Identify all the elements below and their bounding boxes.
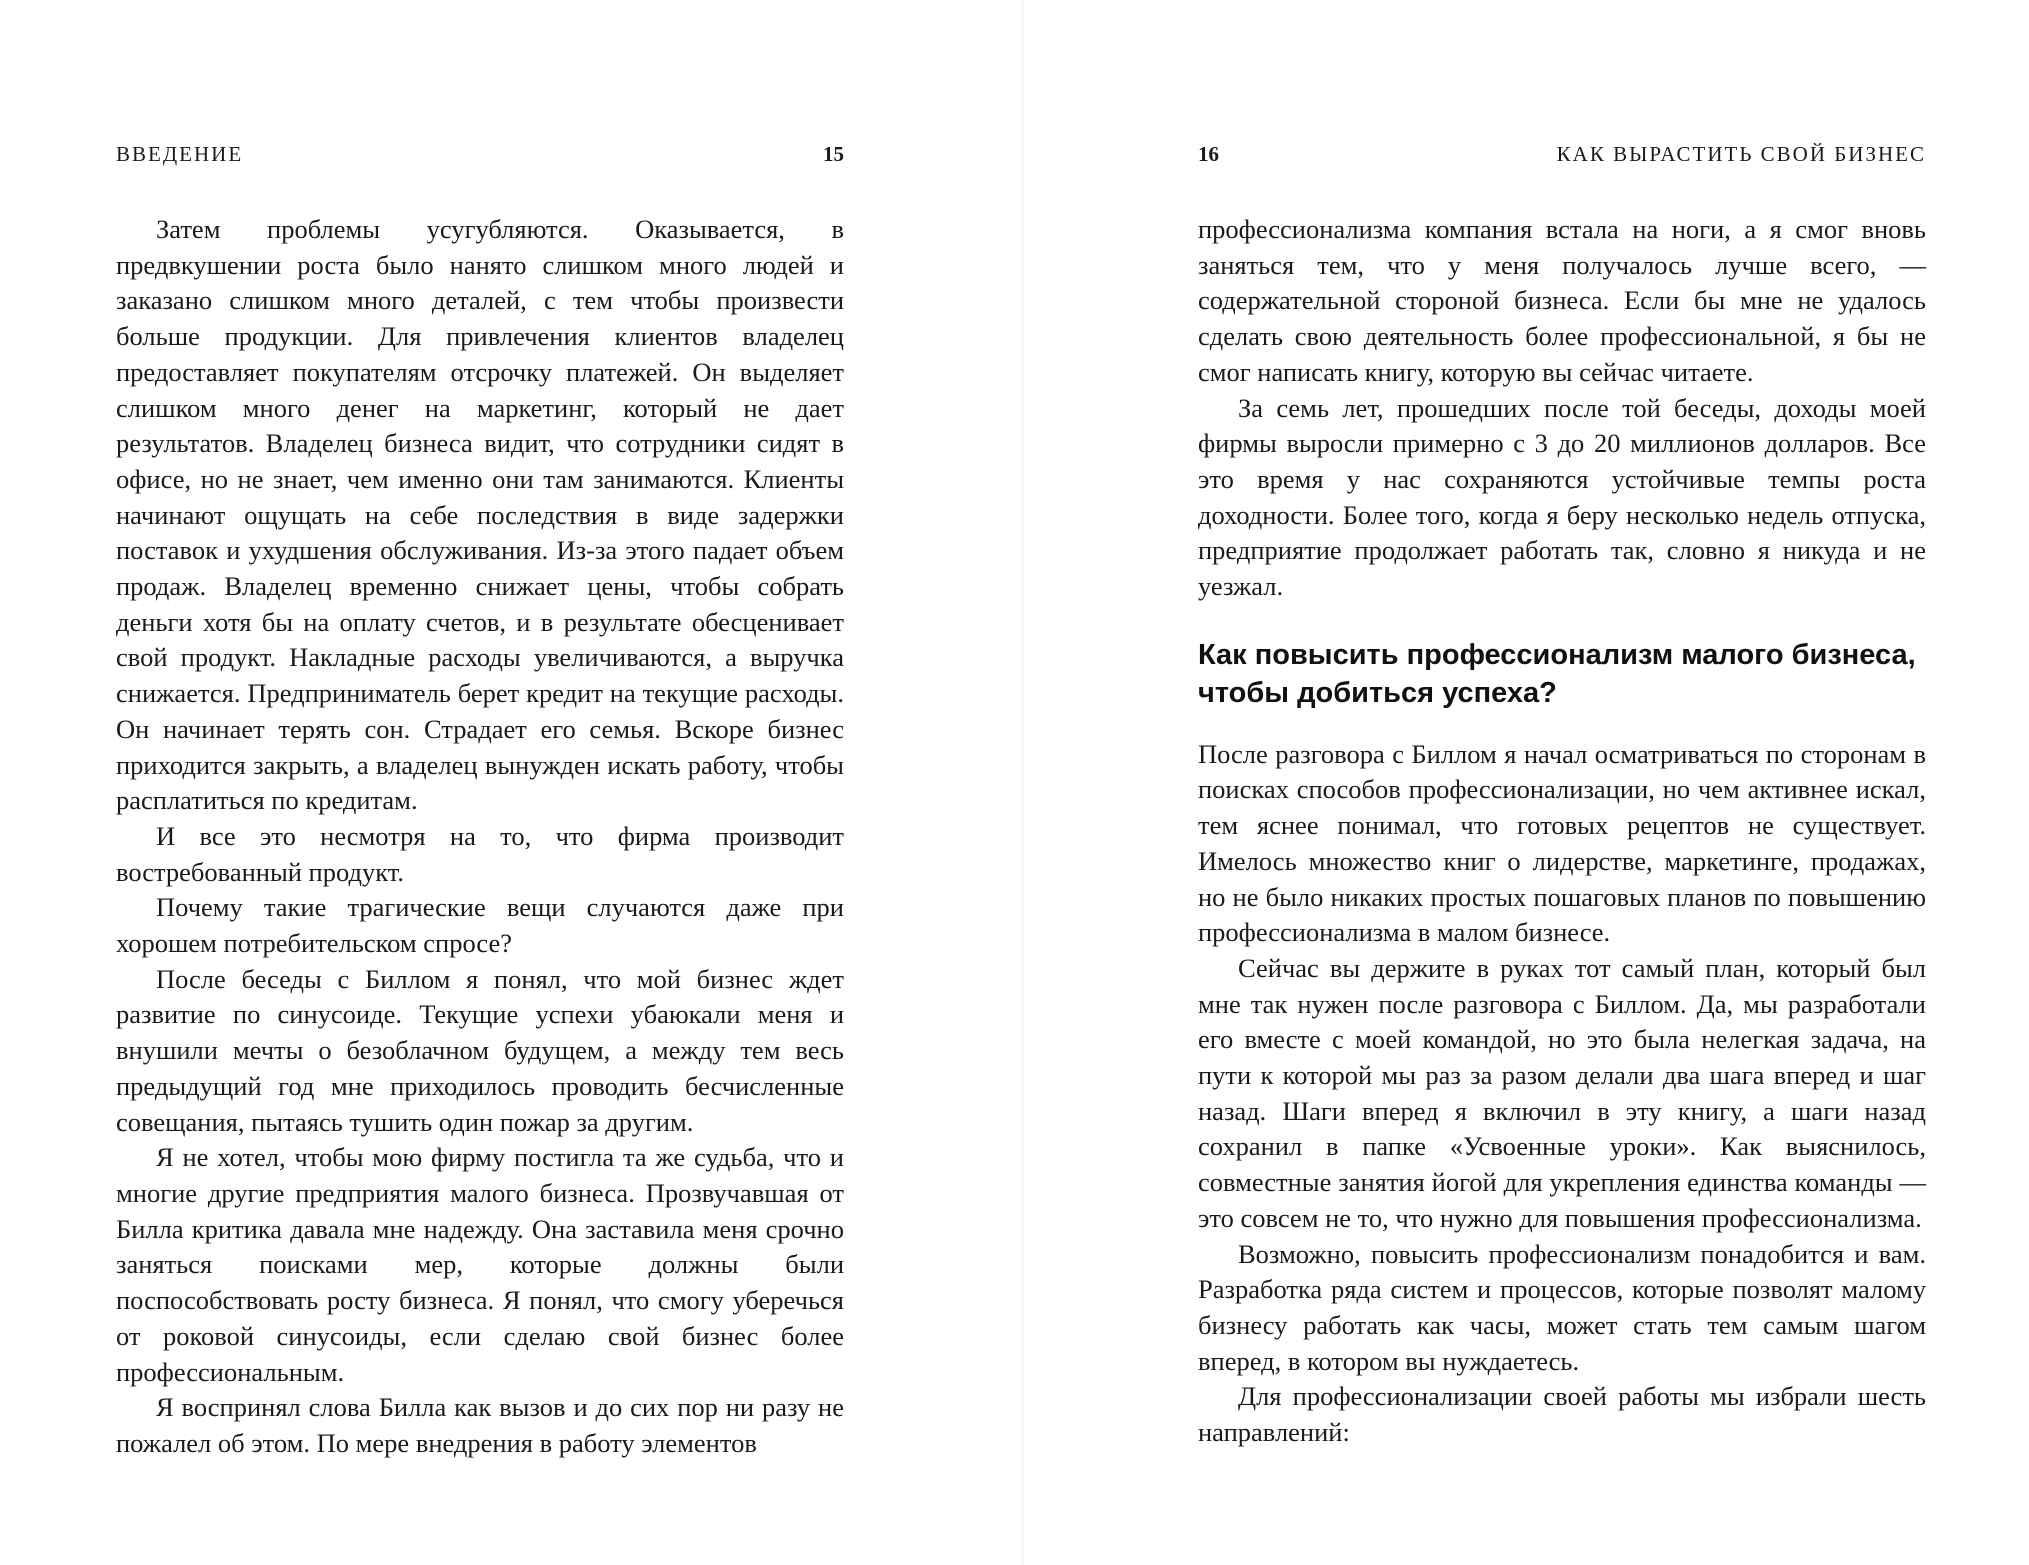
left-page-body — [116, 212, 844, 1462]
paragraph: Сейчас вы держите в руках тот самый план, который был мне так нужен после разговора с Биллом. Да, мы разработали его вместе с моей командой, но это была нелегкая задача, на пути к которой мы раз за разом делали два шага вперед и шаг назад. Шаги вперед я включил в эту книгу, а шаги назад сохранил в папке «Усвоенные уроки». Как выяснилось, совместные занятия йогой для укрепления единства команды — это совсем не то, что нужно для повышения профессионализма. — [1198, 952, 1926, 1233]
paragraph: И все это несмотря на то, что фирма производит востребованный продукт. — [116, 820, 844, 887]
paragraph: Затем проблемы усугубляются. Оказывается, в предвкушении роста было нанято слишком много людей и заказано слишком много деталей, с тем чтобы произвести больше продукции. Для привлечения клиентов владелец предоставляет покупателям отсрочку платежей. Он выделяет слишком много денег на маркетинг, который не дает результатов. Владелец бизнеса видит, что сотрудники сидят в офисе, но не знает, чем именно они там занимаются. Клиенты начинают ощущать на себе последствия в виде задержки поставок и ухудшения обслуживания. Из-за этого падает объем продаж. Владелец временно снижает цены, чтобы собрать деньги хотя бы на оплату счетов, и в результате обесценивает свой продукт. Накладные расходы увеличиваются, а выручка снижается. Предприниматель берет кредит на текущие расходы. Он начинает терять сон. Страдает его семья. Вскоре бизнес приходится закрыть, а владелец вынужден искать работу, чтобы расплатиться по кредитам. — [116, 214, 844, 816]
paragraph: После беседы с Биллом я понял, что мой бизнес ждет развитие по синусоиде. Текущие успехи убаюкали меня и внушили мечты о безоблачном будущем, а между тем весь предыдущий год мне приходилось проводить бесчисленные совещания, пытаясь тушить один пожар за другим. — [116, 963, 844, 1137]
paragraph: Я воспринял слова Билла как вызов и до сих пор ни разу не пожалел об этом. По мере внедрения в работу элементов — [116, 1392, 844, 1458]
right-running-head-title: КАК ВЫРАСТИТЬ СВОЙ БИЗНЕС — [1556, 142, 1926, 166]
left-page — [116, 0, 844, 1565]
right-running-header — [1198, 142, 1926, 172]
book-gutter — [1022, 0, 1024, 1565]
paragraph: Почему такие трагические вещи случаются даже при хорошем потребительском спросе? — [116, 892, 844, 959]
left-running-head-title: ВВЕДЕНИЕ — [116, 142, 244, 166]
right-page-body — [1198, 212, 1926, 1451]
left-running-header — [116, 142, 844, 172]
paragraph: Возможно, повысить профессионализм понадобится и вам. Разработка ряда систем и процессов, которые позволят малому бизнесу работать как часы, может стать тем самым шагом вперед, в котором вы нуждаетесь. — [1198, 1238, 1926, 1376]
right-page-number: 16 — [1198, 142, 1219, 166]
paragraph: Я не хотел, чтобы мою фирму постигла та же судьба, что и многие другие предприятия малого бизнеса. Прозвучавшая от Билла критика давала мне надежду. Она заставила меня срочно заняться поисками мер, которые должны были поспособствовать росту бизнеса. Я понял, что смогу уберечься от роковой синусоиды, если сделаю свой бизнес более профессиональным. — [116, 1142, 844, 1387]
paragraph: После разговора с Биллом я начал осматриваться по сторонам в поисках способов профессионализации, но чем активнее искал, тем яснее понимал, что готовых рецептов не существует. Имелось множество книг о лидерстве, маркетинге, продажах, но не было никаких простых пошаговых планов по повышению профессионализма в малом бизнесе. — [1198, 738, 1926, 948]
right-page — [1198, 0, 1926, 1565]
left-page-number: 15 — [823, 142, 844, 166]
section-heading: Как повысить профессионализм малого бизнеса, чтобы добиться успеха? — [1198, 638, 1916, 709]
paragraph: За семь лет, прошедших после той беседы, доходы моей фирмы выросли примерно с 3 до 20 миллионов долларов. Все это время у нас сохраняются устойчивые темпы роста доходности. Более того, когда я беру несколько недель отпуска, предприятие продолжает работать так, словно я никуда и не уезжал. — [1198, 392, 1926, 602]
paragraph: профессионализма компания встала на ноги, а я смог вновь заняться тем, что у меня получалось лучше всего, — содержательной стороной бизнеса. Если бы мне не удалось сделать свою деятельность более профессиональной, я бы не смог написать книгу, которую вы сейчас читаете. — [1198, 214, 1926, 387]
paragraph: Для профессионализации своей работы мы избрали шесть направлений: — [1198, 1381, 1926, 1448]
